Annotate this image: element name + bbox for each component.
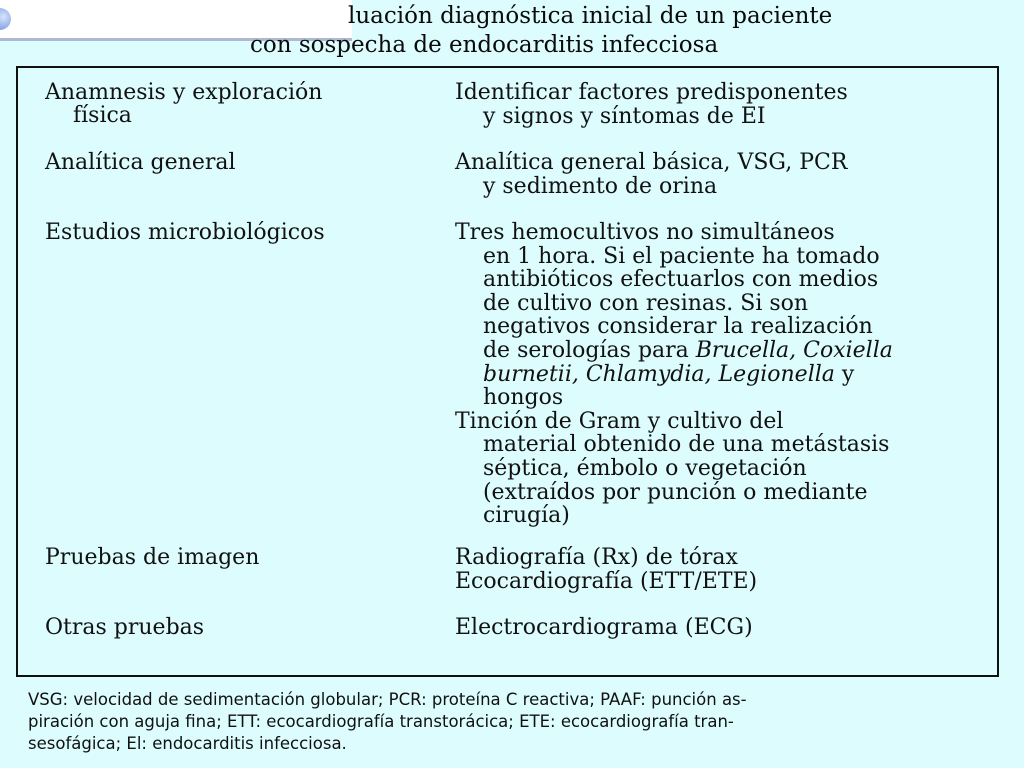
row-content-analitica xyxy=(455,151,995,198)
row-label-analitica: Analítica general xyxy=(45,150,236,175)
row-content-imagen xyxy=(455,546,995,593)
header-bullet-icon xyxy=(0,8,11,30)
evaluation-table xyxy=(16,66,999,677)
row-label-otras: Otras pruebas xyxy=(45,615,205,640)
row-label-microbiologia: Estudios microbiológicos xyxy=(45,220,325,245)
hemocultivos-text-part-3: y hongos xyxy=(482,361,855,411)
species-burnetii-chlamydia-legionella: burnetii, Chlamydia, Legionella xyxy=(482,361,835,387)
table-footnote: VSG: velocidad de sedimentación globular; PCR: proteína C reactiva; PAAF: punción as- piración con aguja fina; ETT: ecocardiografía transtorácica; ETE: ecocardiografía tran- sesofágica; El: endocarditis infecciosa. xyxy=(28,690,747,753)
row-content-microbiologia xyxy=(455,221,995,528)
row-content-otras xyxy=(455,616,995,640)
row-label-imagen: Pruebas de imagen xyxy=(45,545,260,570)
row-label-anamnesis: Anamnesis y exploración física xyxy=(45,80,323,128)
hemocultivos-text-part-2 xyxy=(455,362,483,387)
row-text-analitica: Analítica general básica, VSG, PCR y sedimento de orina xyxy=(455,150,848,199)
row-text-imagen: Radiografía (Rx) de tórax Ecocardiografía (ETT/ETE) xyxy=(455,545,758,594)
table-title-line-1: luación diagnóstica inicial de un paciente xyxy=(348,3,833,29)
table-title-line-2: con sospecha de endocarditis infecciosa xyxy=(250,32,719,58)
table-title xyxy=(250,2,832,60)
row-text-tincion-gram: Tinción de Gram y cultivo del material obtenido de una metástasis séptica, émbolo o vegetación (extraídos por punción o mediante cirugía) xyxy=(455,408,890,529)
hemocultivos-text-part-1: Tres hemocultivos no simultáneos en 1 hora. Si el paciente ha tomado antibióticos efectuarlos con medios de cultivo con resinas. Si son negativos considerar la realización de serologías para xyxy=(455,220,880,363)
row-text-hemocultivos xyxy=(455,221,995,410)
species-brucella-coxiella: Brucella, Coxiella xyxy=(695,337,893,363)
row-text-anamnesis: Identificar factores predisponentes y signos y síntomas de EI xyxy=(455,80,848,129)
row-content-anamnesis xyxy=(455,81,995,128)
row-text-otras: Electrocardiograma (ECG) xyxy=(455,615,753,640)
